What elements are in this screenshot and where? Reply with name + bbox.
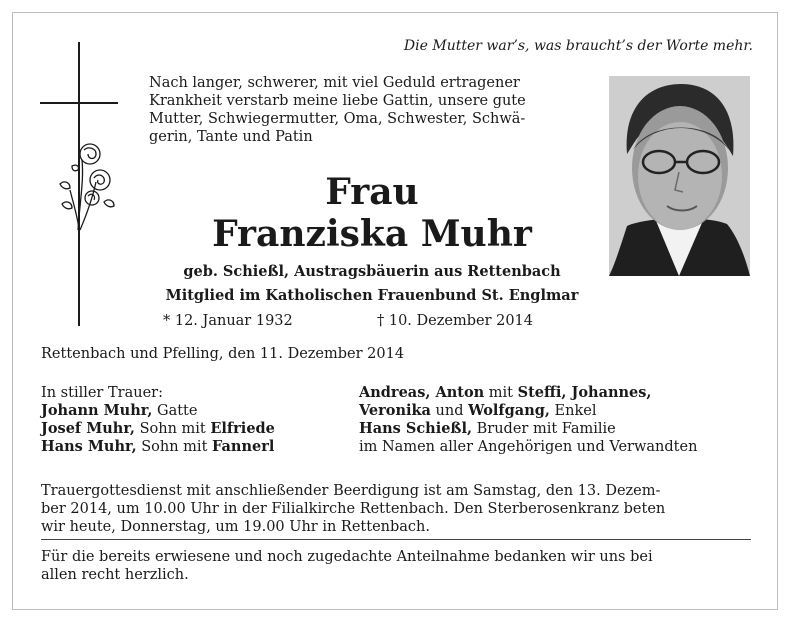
mourner-line <box>41 420 275 438</box>
maiden-name-line: geb. Schießl, Austragsbäuerin aus Rettenbach <box>183 263 561 280</box>
mourner-partner: Fannerl <box>212 438 275 455</box>
mourner-line <box>359 420 697 438</box>
mourners-right <box>359 384 697 456</box>
mourner-line <box>359 384 697 402</box>
mourners-heading-text: In stiller Trauer: <box>41 385 163 401</box>
intro-line: gerin, Tante und Patin <box>149 129 313 145</box>
mourner-connector: mit <box>484 385 518 401</box>
mourner-partner: Elfriede <box>210 420 275 437</box>
mourners-heading <box>41 384 275 402</box>
mourner-relation: Sohn mit <box>134 421 211 437</box>
birth-date: * 12. Januar 1932 <box>163 313 293 329</box>
cross-horizontal <box>40 102 118 104</box>
roses-icon <box>52 140 122 232</box>
mourner-relation: Gatte <box>152 403 198 419</box>
motto: Die Mutter war’s, was braucht’s der Worte mehr. <box>403 38 753 54</box>
mourner-name: Hans Muhr, <box>41 438 137 455</box>
portrait-photo <box>609 76 750 276</box>
mourner-line: im Namen aller Angehörigen und Verwandten <box>359 439 698 455</box>
mourner-name: Andreas, Anton <box>359 384 485 401</box>
mourner-name: Wolfgang, <box>468 402 550 419</box>
mourner-line <box>41 402 275 420</box>
deceased-name: Franziska Muhr <box>212 213 532 255</box>
death-date: † 10. Dezember 2014 <box>377 313 534 329</box>
divider <box>41 539 751 540</box>
title-frau: Frau <box>325 171 419 213</box>
service-line: ber 2014, um 10.00 Uhr in der Filialkirche Rettenbach. Den Sterberosenkranz beten <box>41 501 666 517</box>
service-line: wir heute, Donnerstag, um 19.00 Uhr in Rettenbach. <box>41 519 431 535</box>
mourners-left <box>41 384 275 456</box>
membership-line: Mitglied im Katholischen Frauenbund St. Englmar <box>165 287 579 304</box>
mourner-connector: und <box>430 403 469 419</box>
mourner-relation: Bruder mit Familie <box>472 421 616 437</box>
mourner-line <box>41 438 275 456</box>
mourner-name: Steffi, Johannes, <box>517 384 652 401</box>
place-and-date: Rettenbach und Pfelling, den 11. Dezember 2014 <box>41 346 405 362</box>
mourner-name: Johann Muhr, <box>41 402 153 419</box>
intro-line: Krankheit verstarb meine liebe Gattin, unsere gute <box>149 93 526 109</box>
mourner-line <box>359 402 697 420</box>
mourner-name: Josef Muhr, <box>41 420 135 437</box>
mourner-relation: Enkel <box>549 403 597 419</box>
thanks-text <box>41 548 751 584</box>
service-line: Trauergottesdienst mit anschließender Beerdigung ist am Samstag, den 13. Dezem- <box>41 483 661 499</box>
intro-text <box>149 74 595 146</box>
mourner-name: Veronika <box>359 402 431 419</box>
thanks-line: Für die bereits erwiesene und noch zugedachte Anteilnahme bedanken wir uns bei <box>41 549 653 565</box>
mourner-name: Hans Schießl, <box>359 420 472 437</box>
thanks-line: allen recht herzlich. <box>41 567 189 583</box>
service-info <box>41 482 751 536</box>
mourner-relation: Sohn mit <box>136 439 213 455</box>
intro-line: Nach langer, schwerer, mit viel Geduld ertragener <box>149 75 520 91</box>
intro-line: Mutter, Schwiegermutter, Oma, Schwester, Schwä- <box>149 111 526 127</box>
